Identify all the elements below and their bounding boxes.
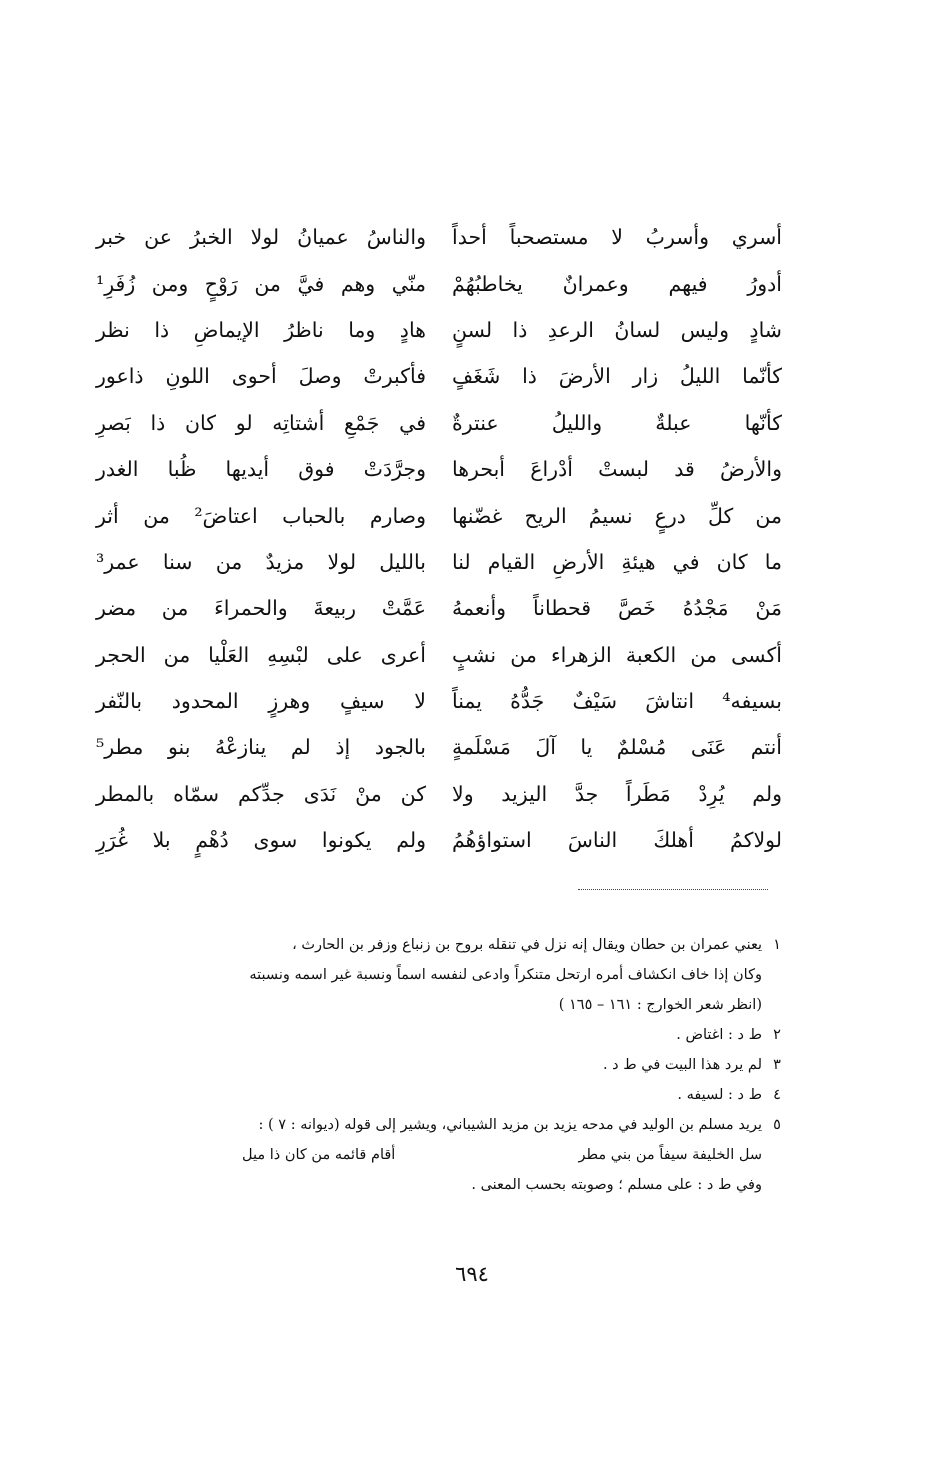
verse-left-hemistich: بالجود إذ لم ينازعْهُ بنو مطر⁵ — [96, 735, 426, 760]
footnote-line — [120, 960, 784, 990]
footnote-text: وفي ط د : على مسلم ؛ وصوبته بحسب المعنى . — [471, 1177, 762, 1193]
verse-right-hemistich: أسري وأسربُ لا مستصحباً أحداً — [452, 225, 782, 250]
verse-right-hemistich: والأرضُ قد لبستْ أدْراعَ أبحرها — [452, 457, 782, 482]
verse-right-hemistich: أكسى من الكعبة الزهراء من نشبٍ — [452, 642, 782, 667]
verse-left-hemistich: عَمَّتْ ربيعةَ والحمراءَ من مضر — [96, 596, 426, 621]
verse-left-hemistich: أعرى على لبْسِهِ العَلْيا من الحجر — [96, 642, 426, 667]
footnote-number: ٣ — [773, 1057, 781, 1073]
footnote-verse — [242, 1140, 784, 1170]
verse-left-hemistich: بالليل لولا مزيدٌ من سنا عمر³ — [96, 549, 426, 574]
verse-right-hemistich: شادٍ وليس لسانُ الرعدِ ذا لسنٍ — [452, 317, 782, 342]
verse-right-hemistich: ما كان في هيئةِ الأرضِ القيام لنا — [452, 549, 782, 574]
footnote-line — [120, 930, 784, 960]
verse — [96, 400, 782, 446]
footnote-number: ٢ — [773, 1027, 781, 1043]
footnote-text: ط د : اغتاض . — [676, 1027, 762, 1043]
verse-left-hemistich: هادٍ وما ناظرُ الإيماضِ ذا نظر — [96, 317, 426, 342]
verse-left-hemistich: لا سيفٍ وهرزٍ المحدود بالنّفر — [96, 689, 426, 714]
verse-right-hemistich: لولاكمُ أهلكَ الناسَ استواؤهُمُ — [452, 828, 782, 853]
verse — [96, 771, 782, 817]
verse-right-hemistich: بسيفه⁴ انتاشَ سَيْفٌ جَدُّهُ يمناً — [452, 689, 782, 714]
verse — [96, 446, 782, 492]
footnote-text: وكان إذا خاف انكشاف أمره ارتحل متنكراً وادعى لنفسه اسماً ونسبة غير اسمه ونسبته — [249, 967, 762, 983]
verse-left-hemistich: منّي وهم فيَّ من رَوْحٍ ومن زُفَرِ¹ — [96, 271, 426, 296]
verse-left-hemistich: وصارم بالحباب اعتاضَ² من أثر — [96, 503, 426, 528]
verse-left-hemistich: والناسُ عميانُ لولا الخبرُ عن خبر — [96, 225, 426, 250]
footnote-text: يريد مسلم بن الوليد في مدحه يزيد بن مزيد الشيباني، ويشير إلى قوله (ديوانه : ٧ ) : — [258, 1117, 762, 1133]
page-number: ٦٩٤ — [455, 1262, 489, 1286]
footnote-line — [120, 1050, 784, 1080]
footnote-line — [120, 1170, 784, 1200]
footnote-number: ١ — [773, 937, 781, 953]
verse — [96, 307, 782, 353]
verse-right-hemistich: من كلِّ درعٍ نسيمُ الريح غضّنها — [452, 503, 782, 528]
verse-right-hemistich: كأنّها عبلةٌ والليلُ عنترةٌ — [452, 410, 782, 435]
verse-left-hemistich: وجرَّدَتْ فوق أيديها ظُبا الغدر — [96, 457, 426, 482]
footnote-verse-right: سل الخليفة سيفاً من بني مطر — [578, 1147, 762, 1163]
footnotes — [120, 930, 784, 1200]
verse-left-hemistich: ولم يكونوا سوى دُهْمٍ بلا غُرَرِ — [96, 828, 426, 853]
poem — [96, 214, 782, 863]
footnote-divider — [578, 889, 768, 890]
footnote-line — [120, 1110, 784, 1140]
footnote-number: ٤ — [773, 1087, 781, 1103]
verse — [96, 353, 782, 399]
footnote-verse-left: أقام قائمه من كان ذا ميل — [242, 1147, 396, 1163]
verse-right-hemistich: كأنّما الليلُ زار الأرضَ ذا شَغَفٍ — [452, 364, 782, 389]
verse-right-hemistich: أدورُ فيهم وعمرانٌ يخاطبُهُمْ — [452, 271, 782, 296]
footnote-text: ط د : لسيفه . — [677, 1087, 762, 1103]
footnote-line — [120, 990, 784, 1020]
verse-right-hemistich: أنتم عَنَى مُسْلمٌ يا آلَ مَسْلَمةٍ — [452, 735, 782, 760]
footnote-text: (انظر شعر الخوارج : ١٦١ – ١٦٥ ) — [558, 997, 762, 1013]
footnote-line — [120, 1020, 784, 1050]
verse — [96, 585, 782, 631]
footnote-line — [120, 1080, 784, 1110]
verse — [96, 260, 782, 306]
verse — [96, 492, 782, 538]
footnote-text: يعني عمران بن حطان ويقال إنه نزل في تنقله بروح بن زنباع وزفر بن الحارث ، — [292, 937, 762, 953]
verse — [96, 214, 782, 260]
verse-right-hemistich: مَنْ مَجْدُهُ خَصَّ قحطاناً وأنعمهُ — [452, 596, 782, 621]
verse — [96, 539, 782, 585]
verse-right-hemistich: ولم يُرِدْ مَطَراً جدَّ اليزيد ولا — [452, 781, 782, 806]
footnote-number: ٥ — [773, 1117, 781, 1133]
verse — [96, 817, 782, 863]
verse — [96, 678, 782, 724]
verse — [96, 632, 782, 678]
footnote-text: لم يرد هذا البيت في ط د . — [602, 1057, 762, 1073]
verse-left-hemistich: في جَمْعِ أشتاتِه لو كان ذا بَصرِ — [96, 410, 426, 435]
verse — [96, 724, 782, 770]
verse-left-hemistich: كن منْ نَدَى جدِّكم سمّاه بالمطر — [96, 781, 426, 806]
verse-left-hemistich: فأكبرتْ وصلَ أحوى اللونِ ذاعور — [96, 364, 426, 389]
